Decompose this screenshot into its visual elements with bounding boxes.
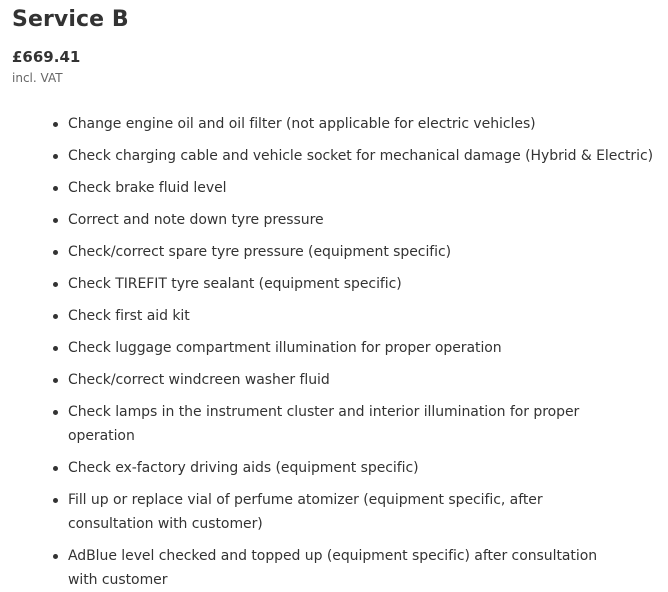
bullet-icon <box>53 498 58 503</box>
list-item <box>68 456 612 480</box>
bullet-icon <box>53 410 58 415</box>
list-item <box>68 240 612 264</box>
bullet-icon <box>53 314 58 319</box>
list-item <box>68 144 654 168</box>
bullet-icon <box>53 466 58 471</box>
list-item-text: Check first aid kit <box>68 308 190 324</box>
bullet-icon <box>53 554 58 559</box>
service-price: £669.41 <box>12 48 81 66</box>
list-item <box>68 208 612 232</box>
list-item-text: Check luggage compartment illumination for proper operation <box>68 340 502 356</box>
list-item-text: Correct and note down tyre pressure <box>68 212 324 228</box>
bullet-icon <box>53 346 58 351</box>
list-item-text: AdBlue level checked and topped up (equipment specific) after consultation with customer <box>68 548 598 588</box>
list-item-text: Check/correct spare tyre pressure (equipment specific) <box>68 244 452 260</box>
list-item-text: Change engine oil and oil filter (not applicable for electric vehicles) <box>68 116 536 132</box>
list-item <box>68 400 612 448</box>
list-item-text: Fill up or replace vial of perfume atomizer (equipment specific, after consultation with customer) <box>68 492 543 532</box>
bullet-icon <box>53 186 58 191</box>
list-item-text: Check ex-factory driving aids (equipment specific) <box>68 460 419 476</box>
list-item <box>68 544 612 592</box>
list-item <box>68 336 612 360</box>
bullet-icon <box>53 378 58 383</box>
service-task-list <box>12 112 654 592</box>
list-item-text: Check brake fluid level <box>68 180 227 196</box>
bullet-icon <box>53 122 58 127</box>
list-item-text: Check TIREFIT tyre sealant (equipment specific) <box>68 276 402 292</box>
list-item <box>68 368 612 392</box>
bullet-icon <box>53 282 58 287</box>
list-item <box>68 488 612 536</box>
list-item-text: Check charging cable and vehicle socket for mechanical damage (Hybrid & Electric) <box>68 148 654 164</box>
list-item <box>68 176 612 200</box>
bullet-icon <box>53 218 58 223</box>
list-item <box>68 112 612 136</box>
list-item <box>68 272 612 296</box>
list-item-text: Check/correct windcreen washer fluid <box>68 372 330 388</box>
bullet-icon <box>53 250 58 255</box>
service-title: Service B <box>12 7 129 32</box>
vat-note: incl. VAT <box>12 71 63 85</box>
bullet-icon <box>53 154 58 159</box>
list-item-text: Check lamps in the instrument cluster and interior illumination for proper operation <box>68 404 580 444</box>
list-item <box>68 304 612 328</box>
